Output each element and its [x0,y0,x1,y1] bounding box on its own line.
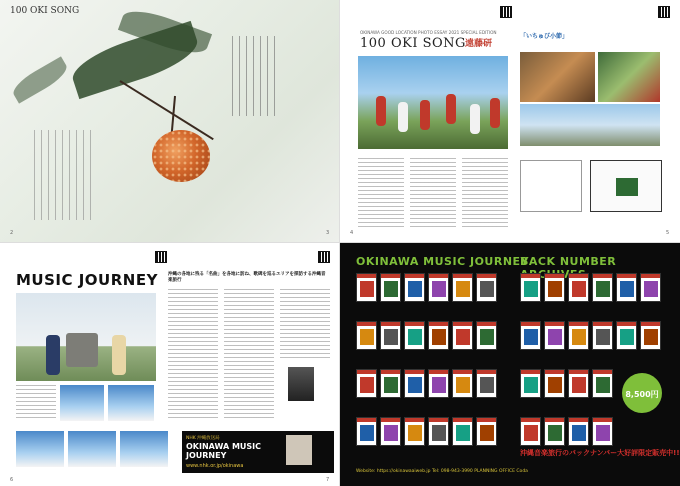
spread-back-numbers [340,243,680,486]
back-issue-cover [476,273,497,302]
qr-code-icon [500,6,512,18]
heading-music-journey: OKINAWA MUSIC JOURNEY [356,255,530,268]
quadrant-divider [339,0,340,486]
back-issue-cover [452,273,473,302]
back-issue-cover [428,273,449,302]
photo-thumb [60,385,104,421]
article-heading: 沖縄の各地に残る「名曲」を各地に訪ね、歌碑を巡るエリアを探訪する沖縄音楽旅行 [168,272,326,283]
heading-back-number: BACK NUMBER [520,255,617,268]
back-issue-cover [520,321,541,350]
back-issue-cover [404,369,425,398]
body-text-column [410,158,456,228]
caption-text [16,385,56,421]
nhk-banner [182,431,334,473]
back-issue-cover [476,417,497,446]
page-number: 2 [10,230,14,236]
back-issue-cover [616,273,637,302]
back-issue-cover [404,321,425,350]
back-issue-cover [380,321,401,350]
back-issue-cover [476,321,497,350]
lyrics-box [520,160,582,212]
footer-contact: Website: https://okinawaaiweb.jp Tel: 098-943-3990 PLANNING OFFICE Coda [356,469,528,474]
page-number: 5 [666,230,670,236]
eisa-dance-photo [358,56,508,149]
section-heading: 「いちゅび小節」 [520,33,569,40]
banner-url: www.nhk.or.jp/okinawa [186,463,244,469]
back-issue-cover [452,321,473,350]
page-number: 6 [10,477,14,483]
section-title: MUSIC JOURNEY [16,271,158,289]
spread-header: 100 OKI SONG [10,6,80,16]
festival-photo [520,104,660,146]
performer-photo [598,52,660,102]
back-issue-cover [568,273,589,302]
back-issue-cover [592,369,613,398]
back-issue-cover [544,321,565,350]
spread-photo-essay [0,0,340,243]
page-number: 4 [350,230,354,236]
back-issue-cover [616,321,637,350]
photo-thumb [16,431,64,467]
photo-thumb [108,385,154,421]
back-issue-cover [568,321,589,350]
back-issue-cover [356,321,377,350]
back-issue-cover [568,417,589,446]
portrait-photo [286,435,312,465]
back-issue-cover [640,273,661,302]
page-number: 7 [326,477,330,483]
back-issue-cover [544,273,565,302]
back-issue-cover [380,369,401,398]
qr-code-icon [155,251,167,263]
author-name: 遠藤研 [465,39,493,49]
cd-cover-thumb [616,178,638,196]
banner-title: OKINAWA MUSIC JOURNEY [186,442,262,460]
photo-thumb [120,431,168,467]
page-number: 3 [326,230,330,236]
back-issue-cover [544,369,565,398]
promo-text: 沖縄音楽旅行のバックナンバー大好評限定販売中!! [520,449,680,457]
back-issue-cover [356,273,377,302]
stem [119,80,213,140]
back-issue-cover [568,369,589,398]
vertical-text-block [232,36,280,116]
spread-100-oki-song [340,0,680,243]
body-text-column [462,158,508,228]
back-issue-cover [428,369,449,398]
price-badge: 8,500円 [622,373,662,413]
back-issue-cover [520,369,541,398]
qr-code-icon [658,6,670,18]
back-issue-cover [640,321,661,350]
back-issue-cover [356,369,377,398]
article-title: 100 OKI SONG [360,36,466,51]
back-issue-cover [476,369,497,398]
back-issue-cover [428,321,449,350]
back-issue-cover [592,273,613,302]
back-issue-cover [520,273,541,302]
photo-thumb [68,431,116,467]
back-issue-cover [592,321,613,350]
body-text-column [358,158,404,228]
spread-music-journey [0,243,340,486]
back-issue-cover [404,417,425,446]
back-issue-cover [428,417,449,446]
body-text-column [168,289,218,419]
quadrant-divider [0,242,680,243]
raspberry-texture [152,130,210,182]
back-issue-cover [404,273,425,302]
back-issue-cover [452,369,473,398]
drum-photo [520,52,595,102]
body-text-column [224,289,274,419]
back-issue-cover [356,417,377,446]
back-issue-cover [520,417,541,446]
leaf-shape [9,56,71,103]
qr-code-icon [318,251,330,263]
series-line: OKINAWA GOOD LOCATION PHOTO ESSAY 2021 SPECIAL EDITION [360,30,497,35]
back-issue-cover [452,417,473,446]
vertical-text-block [34,130,94,220]
back-issue-cover [380,273,401,302]
back-issue-cover [592,417,613,446]
banner-label: NHK 沖縄放送局 [186,436,220,441]
back-issue-cover [380,417,401,446]
singer-photo [288,367,314,401]
back-issue-cover [544,417,565,446]
body-text-column [280,289,330,361]
monument-photo [16,293,156,381]
